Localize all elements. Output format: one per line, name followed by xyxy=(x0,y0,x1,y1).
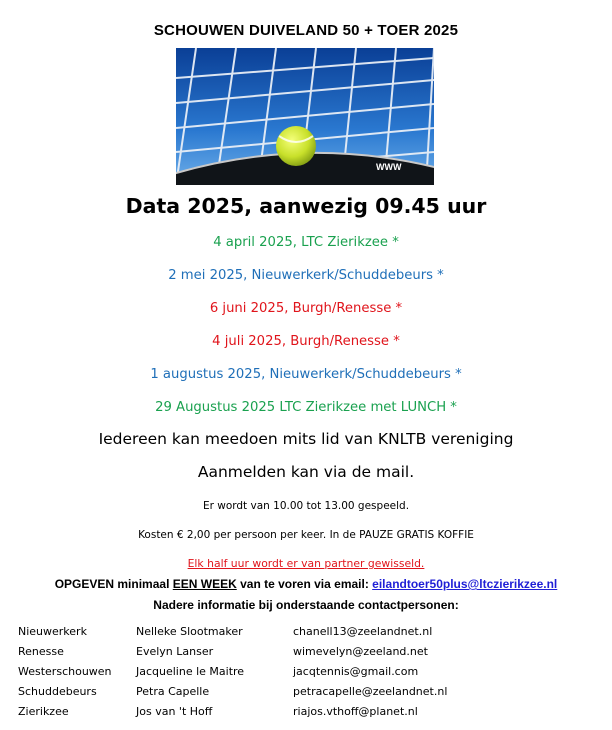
contact-name: Jos van 't Hoff xyxy=(136,705,213,718)
contact-place: Zierikzee xyxy=(18,705,69,718)
contact-name: Jacqueline le Maitre xyxy=(136,665,245,678)
contact-row xyxy=(18,685,598,705)
contacts-heading: Nadere informatie bij onderstaande contactpersonen: xyxy=(153,598,459,612)
signup-text-1: OPGEVEN minimaal xyxy=(54,577,173,591)
signup-note: Aanmelden kan via de mail. xyxy=(197,463,415,481)
contact-email: riajos.vthoff@planet.nl xyxy=(293,705,418,718)
partner-note: Elk half uur wordt er van partner gewisseld. xyxy=(187,557,425,570)
signup-email-link[interactable]: eilandtoer50plus@ltczierikzee.nl xyxy=(372,577,558,591)
schedule-heading: Data 2025, aanwezig 09.45 uur xyxy=(125,194,487,218)
date-item: 2 mei 2025, Nieuwerkerk/Schuddebeurs * xyxy=(168,268,444,283)
poster-title: SCHOUWEN DUIVELAND 50 + TOER 2025 xyxy=(153,22,459,39)
contact-email: petracapelle@zeelandnet.nl xyxy=(293,685,448,698)
contact-name: Evelyn Lanser xyxy=(136,645,214,658)
date-item: 29 Augustus 2025 LTC Zierikzee met LUNCH * xyxy=(155,400,457,415)
contact-name: Nelleke Slootmaker xyxy=(136,625,243,638)
contact-row xyxy=(18,625,598,645)
date-item: 6 juni 2025, Burgh/Renesse * xyxy=(209,301,403,316)
date-item: 1 augustus 2025, Nieuwerkerk/Schuddebeurs * xyxy=(150,367,462,382)
contact-email: wimevelyn@zeeland.net xyxy=(293,645,428,658)
tennis-photo xyxy=(176,48,434,185)
partner-note-wrap xyxy=(0,557,612,570)
date-item: 4 april 2025, LTC Zierikzee * xyxy=(213,235,399,250)
svg-text:WWW: WWW xyxy=(376,162,402,172)
contacts-list xyxy=(18,625,598,725)
date-item: 4 juli 2025, Burgh/Renesse * xyxy=(212,334,400,349)
contact-row xyxy=(18,665,598,685)
signup-text-2: van te voren via email: xyxy=(236,577,373,591)
contact-place: Schuddebeurs xyxy=(18,685,97,698)
contact-row xyxy=(18,705,598,725)
costs-note: Kosten € 2,00 per persoon per keer. In de PAUZE GRATIS KOFFIE xyxy=(138,529,474,541)
contact-place: Westerschouwen xyxy=(18,665,112,678)
contact-place: Nieuwerkerk xyxy=(18,625,87,638)
contact-row xyxy=(18,645,598,665)
membership-note: Iedereen kan meedoen mits lid van KNLTB vereniging xyxy=(98,430,514,448)
contact-place: Renesse xyxy=(18,645,64,658)
signup-deadline: EEN WEEK xyxy=(172,577,237,591)
signup-instructions xyxy=(0,577,612,591)
contact-name: Petra Capelle xyxy=(136,685,210,698)
contact-email: chanell13@zeelandnet.nl xyxy=(293,625,433,638)
playing-times: Er wordt van 10.00 tot 13.00 gespeeld. xyxy=(202,500,410,512)
contact-email: jacqtennis@gmail.com xyxy=(293,665,419,678)
